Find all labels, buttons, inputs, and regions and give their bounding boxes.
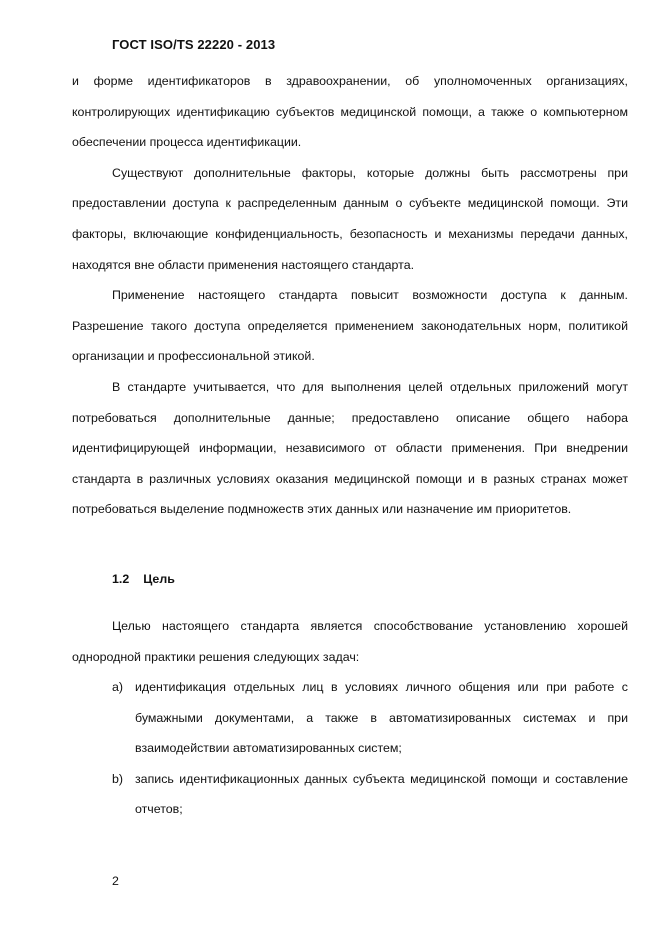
section-title: Цель xyxy=(143,572,175,586)
document-header: ГОСТ ISO/TS 22220 - 2013 xyxy=(112,37,276,52)
page-number: 2 xyxy=(112,874,119,888)
list-item xyxy=(112,672,628,764)
section-intro xyxy=(72,611,628,672)
list-marker: b) xyxy=(112,771,124,786)
list-item xyxy=(112,764,628,825)
paragraph: В стандарте учитывается, что для выполнения целей отдельных приложений могут потребоваться дополнительные данные; предоставлено описание общего набора идентифицирующей информации, независимого от области применения. При внедрении стандарта в различных условиях оказания медицинской помощи и в разных странах может потребоваться выделение подмножеств этих данных или назначение им приоритетов. xyxy=(72,379,628,517)
goal-list xyxy=(112,672,628,825)
list-item-text: идентификация отдельных лиц в условиях личного общения или при работе с бумажными документами, а также в автоматизированных системах и при взаимодействии автоматизированных систем; xyxy=(135,680,628,756)
paragraph: Применение настоящего стандарта повысит возможности доступа к данным. Разрешение такого доступа определяется применением законодательных норм, политикой организации и профессиональной этикой. xyxy=(72,288,628,364)
body-text xyxy=(72,66,628,525)
paragraph: Целью настоящего стандарта является способствование установлению хорошей однородной практики решения следующих задач: xyxy=(72,619,628,664)
section-number: 1.2 xyxy=(112,572,130,586)
list-marker: a) xyxy=(112,680,124,694)
section-heading xyxy=(112,572,175,586)
paragraph: и форме идентификаторов в здравоохранении, об уполномоченных организациях, контролирующих идентификацию субъектов медицинской помощи, а также о компьютерном обеспечении процесса идентификации. xyxy=(72,74,628,150)
list-item-text: запись идентификационных данных субъекта медицинской помощи и составление отчетов; xyxy=(135,771,628,817)
paragraph: Существуют дополнительные факторы, которые должны быть рассмотрены при предоставлении доступа к распределенным данным о субъекте медицинской помощи. Эти факторы, включающие конфиденциальность, безопасность и механизмы передачи данных, находятся вне области применения настоящего стандарта. xyxy=(72,165,628,272)
